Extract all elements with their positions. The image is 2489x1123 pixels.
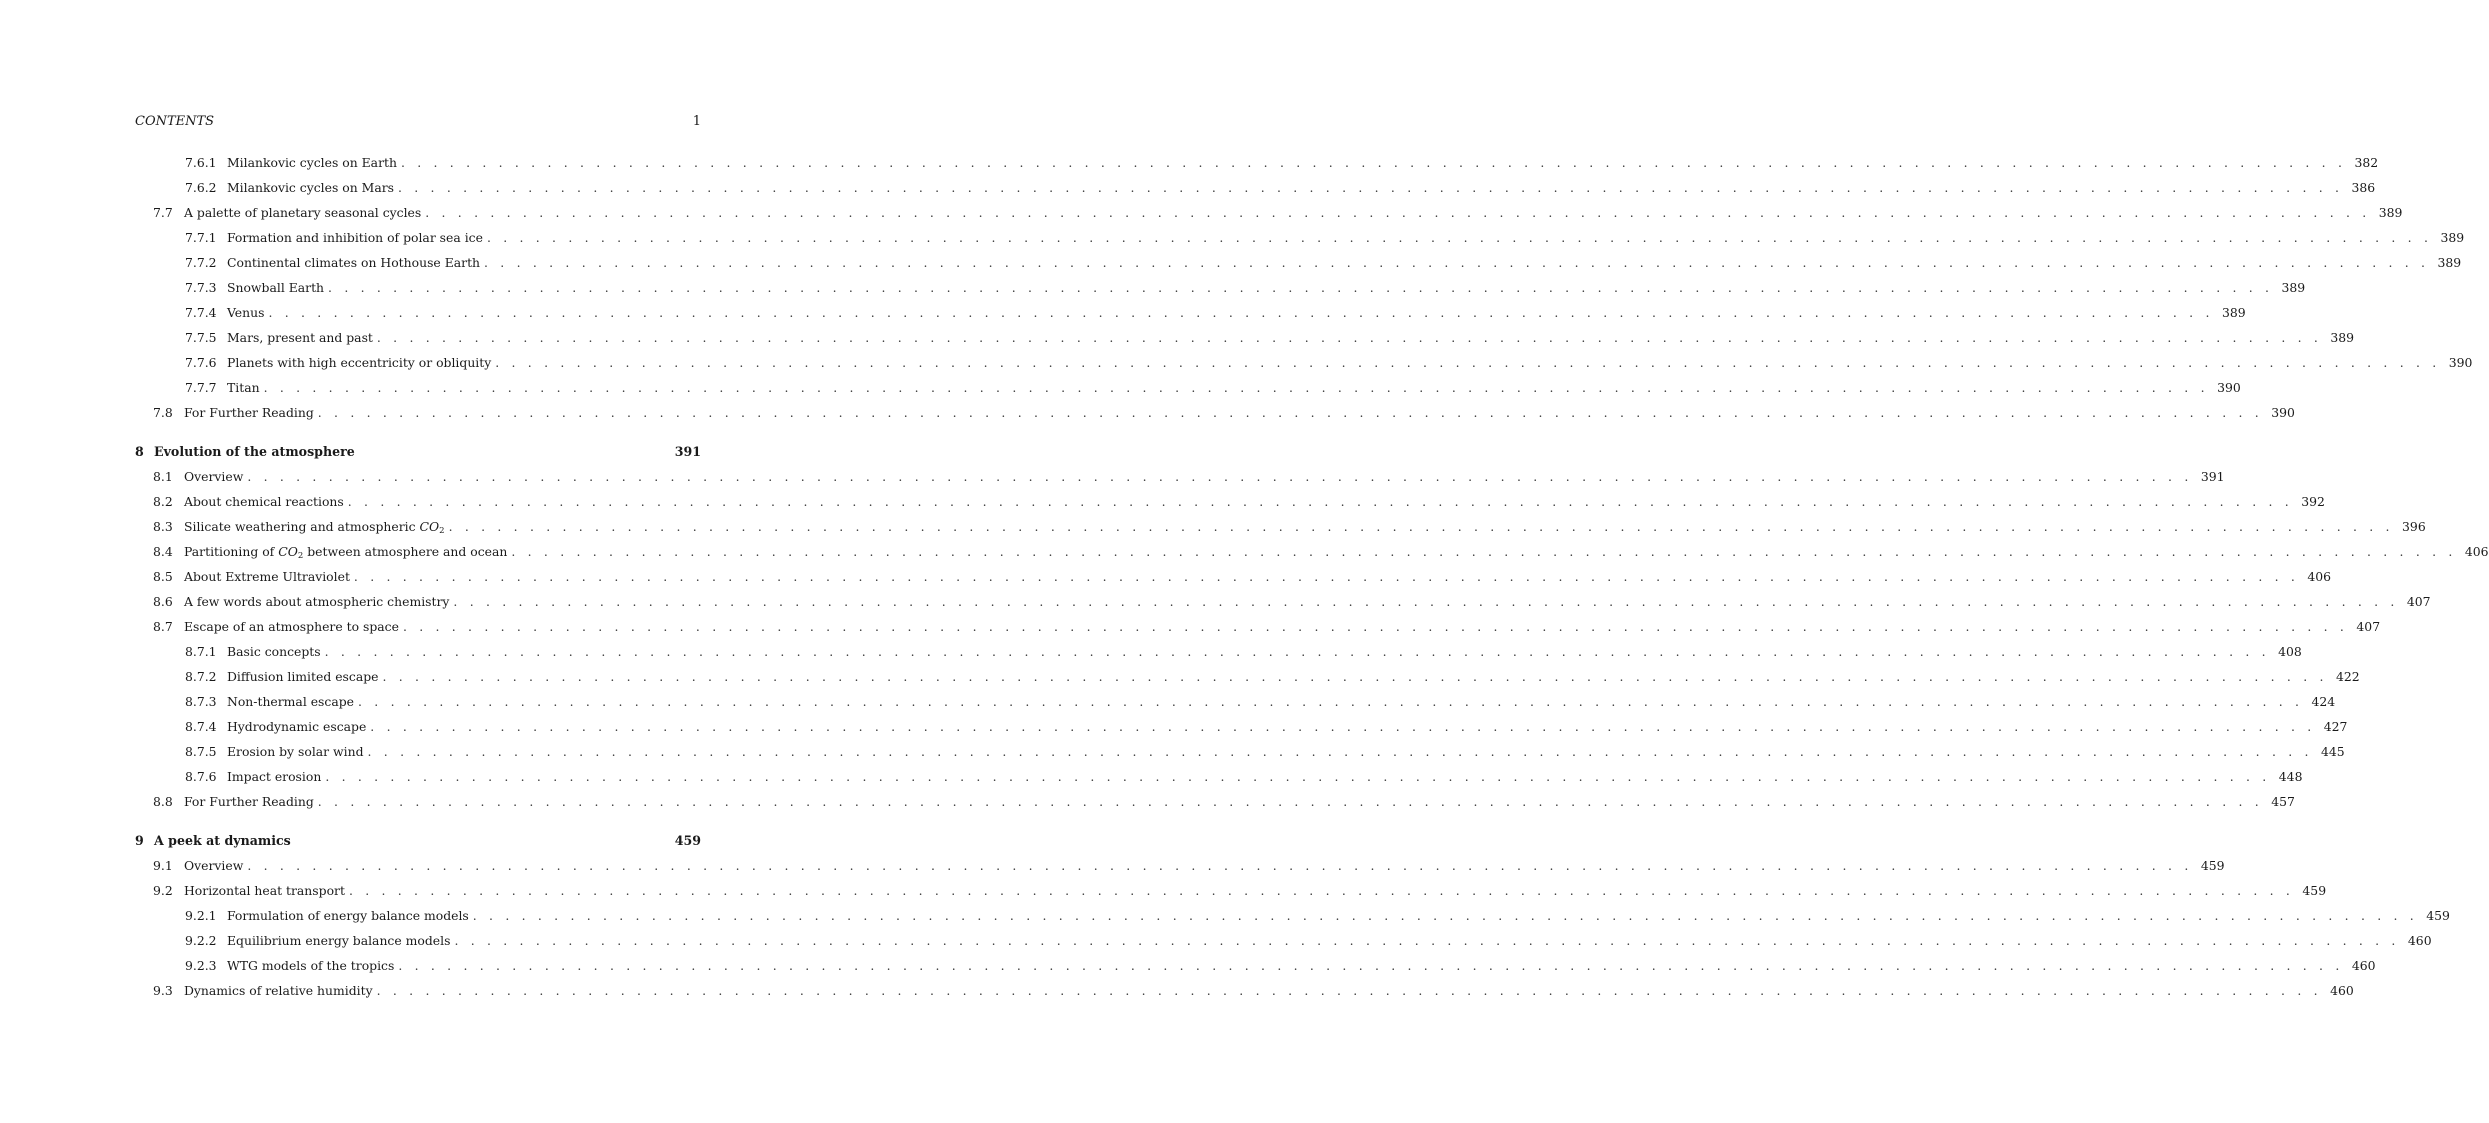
toc-entry-title xyxy=(227,275,328,300)
toc-section-entry[interactable] xyxy=(135,564,2332,589)
toc-entry-math: CO xyxy=(278,544,298,559)
toc-entry-number: 8.7.3 xyxy=(185,694,217,709)
toc-entry-title xyxy=(184,200,425,225)
toc-entry-page-number: 389 xyxy=(2330,330,2355,345)
toc-dot-leader: . . . . . . . . . . . . . . . . . . . . . . . . . . . . . . . . . . . . . . . . . . . . . . . . . . . . . . . . . . . . . . . . . . . . . . . . . . . . . . . . . . . . . . . . . . . . . . . . . . . . . . . . . . . . . . . . . . . . . . . . xyxy=(453,594,2399,609)
toc-entry-title xyxy=(154,439,661,464)
toc-dot-leader: . . . . . . . . . . . . . . . . . . . . . . . . . . . . . . . . . . . . . . . . . . . . . . . . . . . . . . . . . . . . . . . . . . . . . . . . . . . . . . . . . . . . . . . . . . . . . . . . . . . . . . . . . . . . . . . . . . . . . . . . xyxy=(425,205,2371,220)
toc-entry-title-text: For Further Reading xyxy=(184,794,314,809)
toc-entry-page-number: 408 xyxy=(2278,644,2302,659)
toc-subsection-entry[interactable] xyxy=(135,714,2348,739)
toc-dot-leader: . . . . . . . . . . . . . . . . . . . . . . . . . . . . . . . . . . . . . . . . . . . . . . . . . . . . . . . . . . . . . . . . . . . . . . . . . . . . . . . . . . . . . . . . . . . . . . . . . . . . . . . . . . . . . . . . . . . . . . . . xyxy=(317,794,2263,809)
running-header xyxy=(135,114,701,132)
toc-entry-number: 8.7.6 xyxy=(185,769,217,784)
toc-entry-title-text: Non-thermal escape xyxy=(227,694,355,709)
toc-dot-leader: . . . . . . . . . . . . . . . . . . . . . . . . . . . . . . . . . . . . . . . . . . . . . . . . . . . . . . . . . . . . . . . . . . . . . . . . . . . . . . . . . . . . . . . . . . . . . . . . . . . . . . . . . . . . . . . . . . . . . . . . xyxy=(448,519,2394,534)
toc-entry-title-text: Planets with high eccentricity or obliquity xyxy=(227,355,492,370)
toc-entry-title-text: Formulation of energy balance models xyxy=(227,908,469,923)
toc-entry-page-number: 389 xyxy=(2440,230,2465,245)
toc-entry-title-text: Milankovic cycles on Earth xyxy=(227,155,397,170)
toc-subsection-entry[interactable] xyxy=(135,903,2450,928)
toc-entry-title-text: Evolution of the atmosphere xyxy=(154,444,355,459)
toc-section-entry[interactable] xyxy=(135,514,2426,539)
toc-section-entry[interactable] xyxy=(135,200,2403,225)
toc-entry-page-number: 392 xyxy=(2301,494,2325,509)
toc-subsection-entry[interactable] xyxy=(135,953,2376,978)
toc-entry-page-number: 427 xyxy=(2323,719,2348,734)
toc-entry-title-text: A peek at dynamics xyxy=(154,833,291,848)
toc-subsection-entry[interactable] xyxy=(135,325,2355,350)
toc-entry-title xyxy=(184,853,247,878)
toc-entry-number: 8.7.1 xyxy=(185,644,217,659)
toc-entry-title-text: Venus xyxy=(227,305,265,320)
toc-section-entry[interactable] xyxy=(135,614,2381,639)
table-of-contents xyxy=(135,150,2489,1003)
toc-entry-number: 9.3 xyxy=(153,983,173,998)
toc-dot-leader: . . . . . . . . . . . . . . . . . . . . . . . . . . . . . . . . . . . . . . . . . . . . . . . . . . . . . . . . . . . . . . . . . . . . . . . . . . . . . . . . . . . . . . . . . . . . . . . . . . . . . . . . . . . . . . . . . . . . . . . . xyxy=(402,619,2349,634)
toc-entry-title-text: Overview xyxy=(184,469,244,484)
toc-subsection-entry[interactable] xyxy=(135,275,2306,300)
toc-entry-title xyxy=(154,828,661,853)
toc-dot-leader: . . . . . . . . . . . . . . . . . . . . . . . . . . . . . . . . . . . . . . . . . . . . . . . . . . . . . . . . . . . . . . . . . . . . . . . . . . . . . . . . . . . . . . . . . . . . . . . . . . . . . . . . . . . . . . . . . . . . . . . . xyxy=(348,883,2295,898)
toc-entry-page-number: 407 xyxy=(2356,619,2381,634)
toc-entry-number: 7.7.4 xyxy=(185,305,217,320)
toc-entry-title-text: Silicate weathering and atmospheric xyxy=(184,519,420,534)
toc-entry-page-number: 391 xyxy=(2200,469,2225,484)
toc-entry-title-text: Escape of an atmosphere to space xyxy=(184,619,399,634)
toc-entry-title-text: About chemical reactions xyxy=(184,494,344,509)
toc-section-entry[interactable] xyxy=(135,589,2431,614)
toc-entry-number: 8.7.2 xyxy=(185,669,217,684)
toc-entry-page-number: 389 xyxy=(2378,205,2403,220)
toc-entry-page-number: 389 xyxy=(2281,280,2306,295)
toc-section-entry[interactable] xyxy=(135,464,2225,489)
toc-entry-page-number: 390 xyxy=(2217,380,2241,395)
toc-entry-page-number: 386 xyxy=(2351,180,2376,195)
toc-entry-title-text: Snowball Earth xyxy=(227,280,325,295)
toc-dot-leader: . . . . . . . . . . . . . . . . . . . . . . . . . . . . . . . . . . . . . . . . . . . . . . . . . . . . . . . . . . . . . . . . . . . . . . . . . . . . . . . . . . . . . . . . . . . . . . . . . . . . . . . . . . . . . . . . . . . . . . . . xyxy=(486,230,2433,245)
toc-subsection-entry[interactable] xyxy=(135,150,2379,175)
toc-dot-leader: . . . . . . . . . . . . . . . . . . . . . . . . . . . . . . . . . . . . . . . . . . . . . . . . . . . . . . . . . . . . . . . . . . . . . . . . . . . . . . . . . . . . . . . . . . . . . . . . . . . . . . . . . . . . . . . . . . . . . . . . xyxy=(484,255,2430,270)
toc-entry-title xyxy=(227,150,401,175)
toc-entry-title xyxy=(227,175,398,200)
toc-section-entry[interactable] xyxy=(135,489,2325,514)
toc-entry-number: 8 xyxy=(135,444,144,459)
toc-entry-title xyxy=(227,250,484,275)
toc-entry-number: 9.2.1 xyxy=(185,908,217,923)
toc-entry-math: CO xyxy=(419,519,440,534)
toc-entry-title-text: Horizontal heat transport xyxy=(184,883,345,898)
toc-entry-number: 8.7 xyxy=(153,619,173,634)
toc-section-entry[interactable] xyxy=(135,400,2295,425)
toc-entry-page-number: 459 xyxy=(2200,858,2225,873)
toc-section-entry[interactable] xyxy=(135,878,2327,903)
toc-dot-leader: . . . . . . . . . . . . . . . . . . . . . . . . . . . . . . . . . . . . . . . . . . . . . . . . . . . . . . . . . . . . . . . . . . . . . . . . . . . . . . . . . . . . . . . . . . . . . . . . . . . . . . . . . . . . . . . . . . . . . . . . xyxy=(398,958,2344,973)
toc-entry-title xyxy=(184,400,318,425)
toc-entry-title-text: Continental climates on Hothouse Earth xyxy=(227,255,481,270)
toc-subsection-entry[interactable] xyxy=(135,664,2360,689)
toc-entry-title xyxy=(184,489,348,514)
header-title: CONTENTS xyxy=(135,114,215,129)
toc-subsection-entry[interactable] xyxy=(135,928,2432,953)
toc-entry-title-text: Basic concepts xyxy=(227,644,321,659)
toc-dot-leader: . . . . . . . . . . . . . . . . . . . . . . . . . . . . . . . . . . . . . . . . . . . . . . . . . . . . . . . . . . . . . . . . . . . . . . . . . . . . . . . . . . . . . . . . . . . . . . . . . . . . . . . . . . . . . . . . . . . . . . . . xyxy=(472,908,2418,923)
toc-dot-leader: . . . . . . . . . . . . . . . . . . . . . . . . . . . . . . . . . . . . . . . . . . . . . . . . . . . . . . . . . . . . . . . . . . . . . . . . . . . . . . . . . . . . . . . . . . . . . . . . . . . . . . . . . . . . . . . . . . . . . . . . xyxy=(263,380,2209,395)
toc-dot-leader: . . . . . . . . . . . . . . . . . . . . . . . . . . . . . . . . . . . . . . . . . . . . . . . . . . . . . . . . . . . . . . . . . . . . . . . . . . . . . . . . . . . . . . . . . . . . . . . . . . . . . . . . . . . . . . . . . . . . . . . . xyxy=(324,644,2270,659)
toc-entry-title xyxy=(227,300,268,325)
toc-entry-page-number: 460 xyxy=(2330,983,2354,998)
toc-subsection-entry[interactable] xyxy=(135,300,2246,325)
toc-entry-number: 8.2 xyxy=(153,494,173,509)
toc-entry-number: 9 xyxy=(135,833,144,848)
toc-entry-number: 7.7.7 xyxy=(185,380,217,395)
header-page-number: 1 xyxy=(692,114,701,129)
toc-entry-page-number: 459 xyxy=(674,833,701,848)
toc-subsection-entry[interactable] xyxy=(135,350,2473,375)
toc-entry-title xyxy=(227,764,325,789)
toc-entry-page-number: 422 xyxy=(2335,669,2360,684)
toc-dot-leader: . . . . . . . . . . . . . . . . . . . . . . . . . . . . . . . . . . . . . . . . . . . . . . . . . . . . . . . . . . . . . . . . . . . . . . . . . . . . . . . . . . . . . . . . . . . . . . . . . . . . . . . . . . . . . . . . . . . . . . . . xyxy=(454,933,2400,948)
toc-chapter-entry[interactable] xyxy=(135,828,701,853)
toc-dot-leader: . . . . . . . . . . . . . . . . . . . . . . . . . . . . . . . . . . . . . . . . . . . . . . . . . . . . . . . . . . . . . . . . . . . . . . . . . . . . . . . . . . . . . . . . . . . . . . . . . . . . . . . . . . . . . . . . . . . . . . . . xyxy=(268,305,2214,320)
toc-entry-number: 7.6.2 xyxy=(185,180,217,195)
toc-entry-page-number: 391 xyxy=(674,444,701,459)
toc-entry-title xyxy=(184,614,403,639)
toc-subsection-entry[interactable] xyxy=(135,250,2462,275)
toc-entry-title-text: About Extreme Ultraviolet xyxy=(184,569,350,584)
toc-chapter-entry[interactable] xyxy=(135,439,701,464)
toc-dot-leader: . . . . . . . . . . . . . . . . . . . . . . . . . . . . . . . . . . . . . . . . . . . . . . . . . . . . . . . . . . . . . . . . . . . . . . . . . . . . . . . . . . . . . . . . . . . . . . . . . . . . . . . . . . . . . . . . . . . . . . . . xyxy=(247,858,2193,873)
toc-entry-title-text: Overview xyxy=(184,858,244,873)
toc-section-entry[interactable] xyxy=(135,853,2225,878)
toc-entry-title-text: Milankovic cycles on Mars xyxy=(227,180,394,195)
toc-entry-title xyxy=(184,464,247,489)
toc-subsection-entry[interactable] xyxy=(135,375,2241,400)
toc-entry-title-text: A palette of planetary seasonal cycles xyxy=(184,205,422,220)
toc-entry-page-number: 457 xyxy=(2271,794,2295,809)
toc-dot-leader: . . . . . . . . . . . . . . . . . . . . . . . . . . . . . . . . . . . . . . . . . . . . . . . . . . . . . . . . . . . . . . . . . . . . . . . . . . . . . . . . . . . . . . . . . . . . . . . . . . . . . . . . . . . . . . . . . . . . . . . . xyxy=(495,355,2441,370)
toc-entry-title xyxy=(227,689,358,714)
toc-entry-number: 9.1 xyxy=(153,858,173,873)
toc-entry-number: 8.6 xyxy=(153,594,173,609)
toc-entry-title xyxy=(227,903,473,928)
toc-entry-page-number: 406 xyxy=(2464,544,2489,559)
toc-entry-title xyxy=(227,739,368,764)
toc-entry-title-text: Formation and inhibition of polar sea ice xyxy=(227,230,483,245)
toc-entry-page-number: 459 xyxy=(2302,883,2327,898)
toc-entry-number: 7.7.1 xyxy=(185,230,217,245)
toc-entry-number: 7.6.1 xyxy=(185,155,217,170)
toc-entry-number: 7.8 xyxy=(153,405,173,420)
toc-entry-page-number: 460 xyxy=(2351,958,2376,973)
toc-entry-page-number: 406 xyxy=(2307,569,2332,584)
toc-subsection-entry[interactable] xyxy=(135,739,2345,764)
toc-dot-leader: . . . . . . . . . . . . . . . . . . . . . . . . . . . . . . . . . . . . . . . . . . . . . . . . . . . . . . . . . . . . . . . . . . . . . . . . . . . . . . . . . . . . . . . . . . . . . . . . . . . . . . . . . . . . . . . . . . . . . . . . xyxy=(325,769,2271,784)
toc-dot-leader: . . . . . . . . . . . . . . . . . . . . . . . . . . . . . . . . . . . . . . . . . . . . . . . . . . . . . . . . . . . . . . . . . . . . . . . . . . . . . . . . . . . . . . . . . . . . . . . . . . . . . . . . . . . . . . . . . . . . . . . . xyxy=(382,669,2328,684)
toc-entry-number: 8.8 xyxy=(153,794,173,809)
toc-entry-number: 9.2.2 xyxy=(185,933,217,948)
toc-entry-number: 7.7 xyxy=(153,205,173,220)
toc-section-entry[interactable] xyxy=(135,539,2489,564)
toc-dot-leader: . . . . . . . . . . . . . . . . . . . . . . . . . . . . . . . . . . . . . . . . . . . . . . . . . . . . . . . . . . . . . . . . . . . . . . . . . . . . . . . . . . . . . . . . . . . . . . . . . . . . . . . . . . . . . . . . . . . . . . . . xyxy=(328,280,2274,295)
toc-entry-number: 7.7.6 xyxy=(185,355,217,370)
toc-entry-number: 8.1 xyxy=(153,469,173,484)
toc-entry-page-number: 448 xyxy=(2278,769,2303,784)
toc-dot-leader: . . . . . . . . . . . . . . . . . . . . . . . . . . . . . . . . . . . . . . . . . . . . . . . . . . . . . . . . . . . . . . . . . . . . . . . . . . . . . . . . . . . . . . . . . . . . . . . . . . . . . . . . . . . . . . . . . . . . . . . . xyxy=(398,180,2344,195)
toc-entry-title xyxy=(227,325,377,350)
toc-dot-leader: . . . . . . . . . . . . . . . . . . . . . . . . . . . . . . . . . . . . . . . . . . . . . . . . . . . . . . . . . . . . . . . . . . . . . . . . . . . . . . . . . . . . . . . . . . . . . . . . . . . . . . . . . . . . . . . . . . . . . . . . xyxy=(376,983,2322,998)
toc-entry-title xyxy=(227,225,487,250)
toc-entry-title xyxy=(184,878,349,903)
toc-subsection-entry[interactable] xyxy=(135,764,2303,789)
toc-entry-title xyxy=(227,928,454,953)
toc-dot-leader: . . . . . . . . . . . . . . . . . . . . . . . . . . . . . . . . . . . . . . . . . . . . . . . . . . . . . . . . . . . . . . . . . . . . . . . . . . . . . . . . . . . . . . . . . . . . . . . . . . . . . . . . . . . . . . . . . . . . . . . . xyxy=(317,405,2263,420)
toc-dot-leader: . . . . . . . . . . . . . . . . . . . . . . . . . . . . . . . . . . . . . . . . . . . . . . . . . . . . . . . . . . . . . . . . . . . . . . . . . . . . . . . . . . . . . . . . . . . . . . . . . . . . . . . . . . . . . . . . . . . . . . . . xyxy=(370,719,2316,734)
toc-entry-title-text: For Further Reading xyxy=(184,405,314,420)
toc-entry-number: 8.4 xyxy=(153,544,173,559)
toc-dot-leader: . . . . . . . . . . . . . . . . . . . . . . . . . . . . . . . . . . . . . . . . . . . . . . . . . . . . . . . . . . . . . . . . . . . . . . . . . . . . . . . . . . . . . . . . . . . . . . . . . . . . . . . . . . . . . . . . . . . . . . . . xyxy=(400,155,2347,170)
toc-entry-title-text: Equilibrium energy balance models xyxy=(227,933,451,948)
toc-entry-title-text-after: between atmosphere and ocean xyxy=(303,544,508,559)
toc-dot-leader: . . . . . . . . . . . . . . . . . . . . . . . . . . . . . . . . . . . . . . . . . . . . . . . . . . . . . . . . . . . . . . . . . . . . . . . . . . . . . . . . . . . . . . . . . . . . . . . . . . . . . . . . . . . . . . . . . . . . . . . . xyxy=(347,494,2293,509)
toc-entry-title xyxy=(227,375,264,400)
toc-entry-page-number: 459 xyxy=(2426,908,2450,923)
toc-dot-leader: . . . . . . . . . . . . . . . . . . . . . . . . . . . . . . . . . . . . . . . . . . . . . . . . . . . . . . . . . . . . . . . . . . . . . . . . . . . . . . . . . . . . . . . . . . . . . . . . . . . . . . . . . . . . . . . . . . . . . . . . xyxy=(511,544,2457,559)
toc-entry-title-text: Diffusion limited escape xyxy=(227,669,379,684)
toc-entry-title-text: Partitioning of xyxy=(184,544,279,559)
toc-entry-title-text: Hydrodynamic escape xyxy=(227,719,367,734)
toc-entry-page-number: 382 xyxy=(2354,155,2379,170)
toc-entry-title-text: A few words about atmospheric chemistry xyxy=(184,594,450,609)
toc-entry-page-number: 389 xyxy=(2437,255,2462,270)
toc-entry-title-text: Dynamics of relative humidity xyxy=(184,983,373,998)
toc-entry-math-subscript: 2 xyxy=(439,526,445,536)
toc-entry-title xyxy=(227,714,370,739)
toc-dot-leader: . . . . . . . . . . . . . . . . . . . . . . . . . . . . . . . . . . . . . . . . . . . . . . . . . . . . . . . . . . . . . . . . . . . . . . . . . . . . . . . . . . . . . . . . . . . . . . . . . . . . . . . . . . . . . . . . . . . . . . . . xyxy=(353,569,2300,584)
toc-dot-leader: . . . . . . . . . . . . . . . . . . . . . . . . . . . . . . . . . . . . . . . . . . . . . . . . . . . . . . . . . . . . . . . . . . . . . . . . . . . . . . . . . . . . . . . . . . . . . . . . . . . . . . . . . . . . . . . . . . . . . . . . xyxy=(376,330,2323,345)
toc-subsection-entry[interactable] xyxy=(135,175,2376,200)
toc-entry-title xyxy=(227,350,495,375)
toc-entry-number: 8.3 xyxy=(153,519,173,534)
toc-entry-title-text: Titan xyxy=(227,380,260,395)
toc-entry-title xyxy=(184,789,318,814)
toc-entry-title xyxy=(184,589,453,614)
toc-entry-number: 7.7.2 xyxy=(185,255,217,270)
toc-entry-title xyxy=(184,978,377,1003)
toc-entry-title xyxy=(227,953,398,978)
toc-entry-number: 9.2.3 xyxy=(185,958,217,973)
toc-subsection-entry[interactable] xyxy=(135,225,2465,250)
toc-entry-page-number: 390 xyxy=(2271,405,2295,420)
toc-entry-math-subscript: 2 xyxy=(297,551,304,561)
toc-section-entry[interactable] xyxy=(135,978,2354,1003)
toc-entry-title-text: Erosion by solar wind xyxy=(227,744,364,759)
toc-entry-number: 7.7.5 xyxy=(185,330,217,345)
toc-entry-number: 9.2 xyxy=(153,883,173,898)
toc-dot-leader: . . . . . . . . . . . . . . . . . . . . . . . . . . . . . . . . . . . . . . . . . . . . . . . . . . . . . . . . . . . . . . . . . . . . . . . . . . . . . . . . . . . . . . . . . . . . . . . . . . . . . . . . . . . . . . . . . . . . . . . . xyxy=(358,694,2304,709)
toc-entry-number: 8.5 xyxy=(153,569,173,584)
toc-entry-page-number: 390 xyxy=(2448,355,2473,370)
toc-subsection-entry[interactable] xyxy=(135,689,2336,714)
toc-entry-number: 8.7.4 xyxy=(185,719,217,734)
toc-entry-number: 8.7.5 xyxy=(185,744,217,759)
toc-dot-leader: . . . . . . . . . . . . . . . . . . . . . . . . . . . . . . . . . . . . . . . . . . . . . . . . . . . . . . . . . . . . . . . . . . . . . . . . . . . . . . . . . . . . . . . . . . . . . . . . . . . . . . . . . . . . . . . . . . . . . . . . xyxy=(367,744,2313,759)
toc-entry-title xyxy=(227,639,325,664)
toc-entry-page-number: 424 xyxy=(2311,694,2336,709)
toc-entry-title xyxy=(184,564,354,589)
toc-entry-page-number: 389 xyxy=(2221,305,2246,320)
toc-subsection-entry[interactable] xyxy=(135,639,2302,664)
toc-entry-title-text: Mars, present and past xyxy=(227,330,373,345)
toc-entry-number: 7.7.3 xyxy=(185,280,217,295)
toc-entry-title-text: Impact erosion xyxy=(227,769,322,784)
toc-entry-title xyxy=(227,664,382,689)
toc-entry-page-number: 460 xyxy=(2407,933,2432,948)
toc-entry-page-number: 407 xyxy=(2406,594,2431,609)
toc-entry-page-number: 445 xyxy=(2321,744,2345,759)
toc-entry-page-number: 396 xyxy=(2402,519,2426,534)
toc-entry-title-text: WTG models of the tropics xyxy=(227,958,395,973)
toc-dot-leader: . . . . . . . . . . . . . . . . . . . . . . . . . . . . . . . . . . . . . . . . . . . . . . . . . . . . . . . . . . . . . . . . . . . . . . . . . . . . . . . . . . . . . . . . . . . . . . . . . . . . . . . . . . . . . . . . . . . . . . . . xyxy=(247,469,2193,484)
toc-section-entry[interactable] xyxy=(135,789,2295,814)
